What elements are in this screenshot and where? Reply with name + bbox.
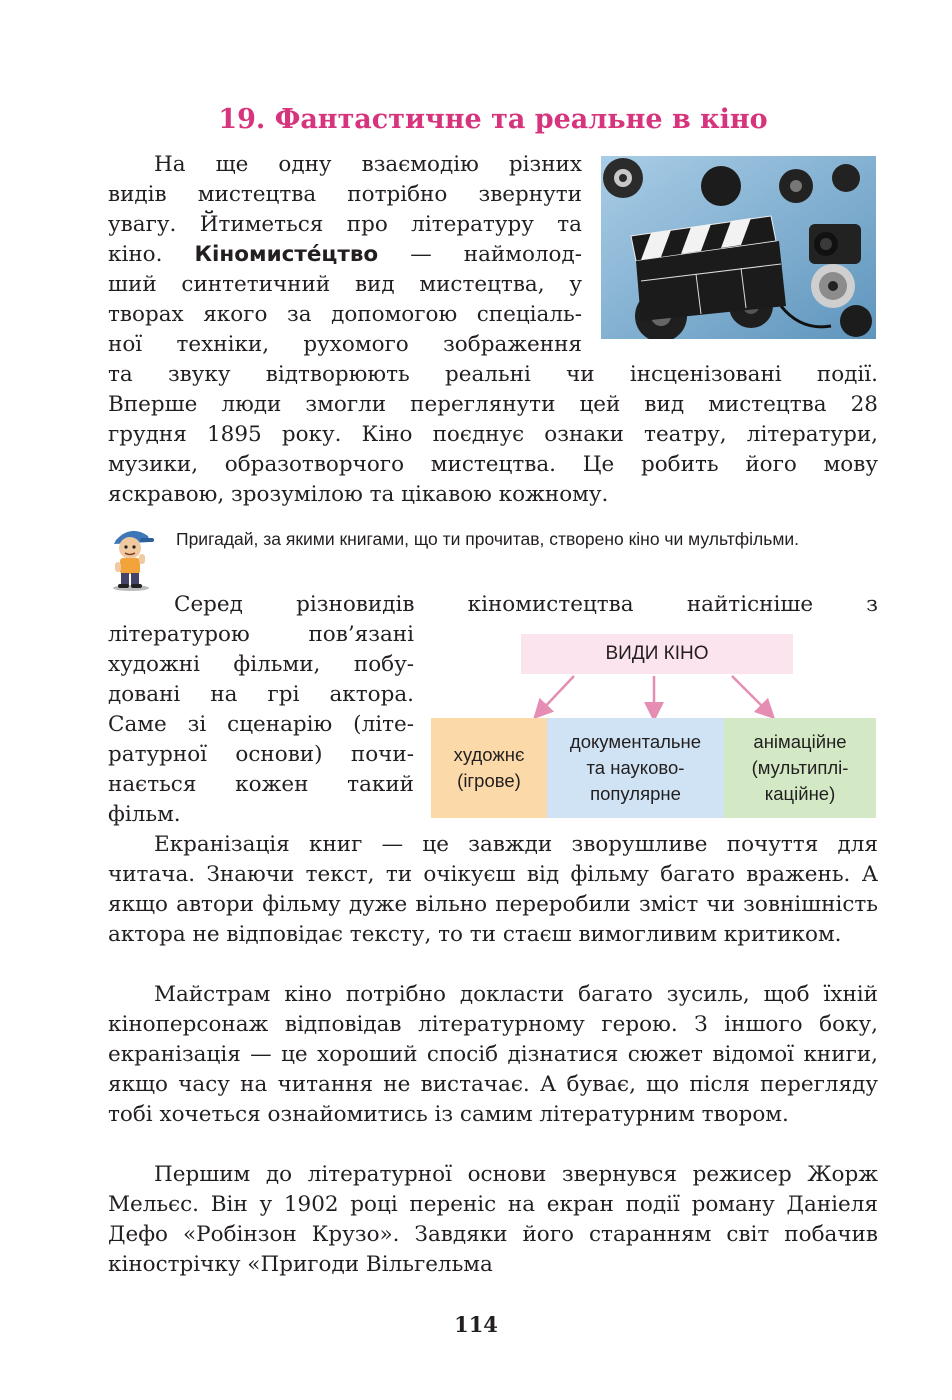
text-line: нається кожен такий <box>108 772 414 797</box>
intro-paragraph-wrap <box>108 150 582 360</box>
boy-mascot-icon <box>106 522 156 592</box>
text-line: увагу. Йтиметься про літературу та <box>108 212 582 237</box>
text-line: ної техніки, рухомого зображення <box>108 332 582 357</box>
text-line: ший синтетичний вид мистецтва, у <box>108 272 582 297</box>
intro-paragraph-continued <box>108 360 878 510</box>
box-line: (ігрове) <box>457 770 521 791</box>
diagram-arrows <box>520 672 790 720</box>
text-line: видів мистецтва потрібно звернути <box>108 182 582 207</box>
film-types-paragraph-column <box>108 620 414 830</box>
text-line: художні фільми, побу- <box>108 652 414 677</box>
film-equipment-photo <box>601 156 876 339</box>
film-type-animated <box>724 718 876 818</box>
term-kinomystetstvo: Кіномисте́цтво <box>194 242 379 267</box>
text-line: Вперше люди змогли переглянути цей вид мистецтва 28 <box>108 392 878 417</box>
text-line: грудня 1895 року. Кіно поєднує ознаки театру, літератури, <box>108 422 878 447</box>
film-type-documentary <box>547 718 724 818</box>
text-line: музики, образотворчого мистецтва. Це робить його мову <box>108 452 878 477</box>
screen-adaptation-paragraph: Екранізація книг — це завжди зворушливе почуття для читача. Знаючи текст, ти очікуєш від фільму багато вражень. А якщо автори фільму дуже вільно переробили зміст чи зовнішність актора не відповідає тексту, то ти стаєш вимогливим критиком. <box>108 832 878 947</box>
film-type-feature <box>431 718 547 818</box>
text-line: фільм. <box>108 802 181 827</box>
box-line: художнє <box>453 744 525 765</box>
box-line: каційне) <box>764 783 836 804</box>
arrow-to-animated <box>732 676 768 712</box>
text-fragment: кіно. <box>108 242 195 267</box>
text-line: На ще одну взаємодію різних <box>154 152 582 177</box>
text-line: та звуку відтворюють реальні чи інсценізовані події. <box>108 362 878 387</box>
box-line: популярне <box>590 783 681 804</box>
film-types-paragraph <box>108 590 878 620</box>
box-line: (мультиплі- <box>751 757 849 778</box>
page-number: 114 <box>454 1312 498 1337</box>
film-types-paragraph-left <box>108 620 414 830</box>
melies-paragraph: Першим до літературної основи звернувся режисер Жорж Мельєс. Він у 1902 році переніс на екран події роману Даніеля Дефо «Робінзон Крузо». Завдяки його старанням світ побачив кінострічку «Пригоди Вільгельма <box>108 1162 878 1277</box>
box-line: анімаційне <box>753 731 847 752</box>
text-line: яскравою, зрозумілою та цікавою кожному. <box>108 482 609 507</box>
text-line: літературою пов’язані <box>108 622 414 647</box>
intro-paragraph-continued-wrap <box>108 360 878 510</box>
film-photo-illustration <box>601 156 876 339</box>
text-fragment: — наймолод- <box>378 242 582 267</box>
diagram-title: ВИДИ КІНО <box>521 634 793 674</box>
text-line: довані на грі актора. <box>108 682 414 707</box>
film-types-paragraph-wrap <box>108 590 878 620</box>
box-line: документальне <box>569 731 702 752</box>
intro-paragraph <box>108 150 582 360</box>
arrow-to-feature <box>540 676 574 712</box>
page-title: 19. Фантастичне та реальне в кіно <box>218 104 768 135</box>
text-line: ратурної основи) почи- <box>108 742 414 767</box>
text-line: Серед різновидів кіномистецтва найтісніше з <box>174 592 878 617</box>
tip-text: Пригадай, за якими книгами, що ти прочитав, створено кіно чи мультфільми. <box>176 529 800 549</box>
text-line: Саме зі сценарію (літе- <box>108 712 414 737</box>
box-line: та науково- <box>586 757 685 778</box>
filmmakers-paragraph: Майстрам кіно потрібно докласти багато зусиль, щоб їхній кіноперсонаж відповідав літературному герою. З іншого боку, екранізація — це хороший спосіб дізнатися сюжет відомої книги, якщо часу на читання не вистачає. А буває, що після перегляду тобі хочеться ознайомитись із самим літературним твором. <box>108 982 878 1127</box>
text-line: творах якого за допомогою спеціаль- <box>108 302 582 327</box>
text-line <box>108 240 582 270</box>
